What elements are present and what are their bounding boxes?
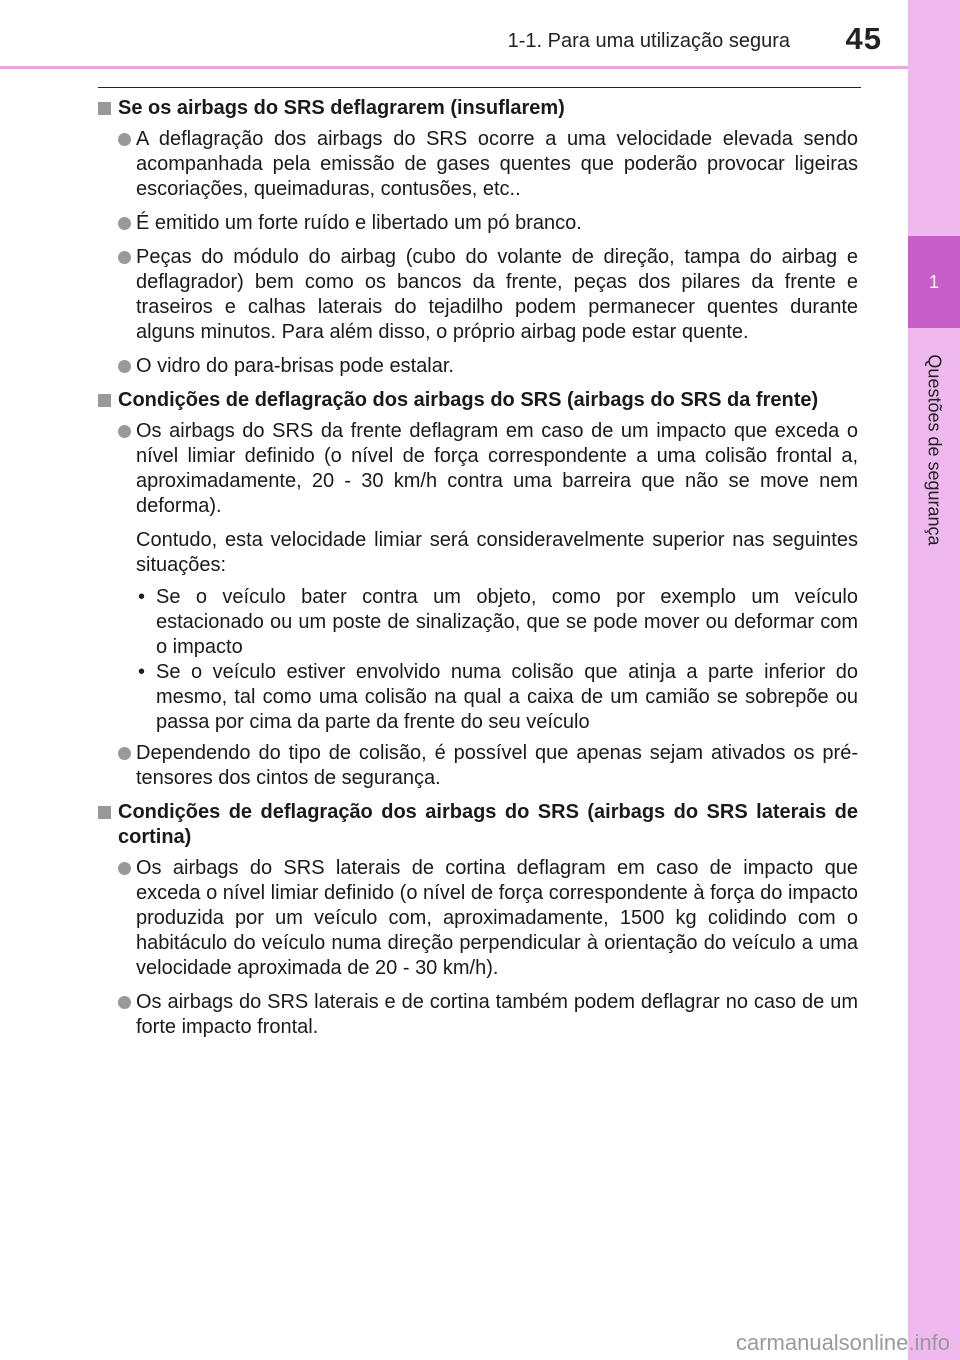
dot-bullet-icon: • <box>138 661 146 683</box>
sub-bullet: • Se o veículo estiver envolvido numa colisão que atinja a parte inferior do mesmo, tal como uma colisão na qual a caixa de um camião se sobrepõe ou passa por cima da parte da frente do seu veículo <box>138 661 858 733</box>
list-item: É emitido um forte ruído e libertado um pó branco. <box>98 211 858 236</box>
site-watermark: carmanualsonline.info <box>735 1330 950 1355</box>
circle-bullet-icon <box>118 862 131 875</box>
page-number: 45 <box>845 21 882 56</box>
circle-bullet-icon <box>118 425 131 438</box>
list-item: Os airbags do SRS laterais de cortina deflagram em caso de impacto que exceda o nível limiar definido (o nível de força correspondente à força do impacto produzida por um veículo com, aproximadamente, 1500 kg colidindo com o habitáculo do veículo numa direção perpendicular à orientação do veículo a uma velocidade aproximada de 20 - 30 km/h). <box>98 856 858 981</box>
circle-bullet-icon <box>118 217 131 230</box>
chapter-number-tab: 1 <box>908 236 960 328</box>
side-tab-top <box>908 0 960 236</box>
dot-bullet-icon: • <box>138 586 146 608</box>
header-rule <box>98 87 861 88</box>
circle-bullet-icon <box>118 747 131 760</box>
square-bullet-icon <box>98 394 111 407</box>
section-heading: Condições de deflagração dos airbags do SRS (airbags do SRS laterais de cortina) <box>98 800 858 850</box>
circle-bullet-icon <box>118 133 131 146</box>
list-item: A deflagração dos airbags do SRS ocorre a uma velocidade elevada sendo acompanhada pela emissão de gases quentes que poderão provocar ligeiras escoriações, queimaduras, contusões, etc.. <box>98 127 858 202</box>
list-item: Peças do módulo do airbag (cubo do volante de direção, tampa do airbag e deflagrador) bem como os bancos da frente, peças dos pilares da frente e traseiros e calhas laterais do tejadilho podem permanecer quentes durante alguns minutos. Para além disso, o próprio airbag pode estar quente. <box>98 245 858 345</box>
section-heading: Se os airbags do SRS deflagrarem (insuflarem) <box>98 96 858 121</box>
chapter-label: Questões de segurança <box>924 354 945 546</box>
page-header <box>0 0 908 69</box>
sub-bullet: • Se o veículo bater contra um objeto, como por exemplo um veículo estacionado ou um poste de sinalização, que se pode mover ou deformar com o impacto <box>138 586 858 658</box>
section-title: 1-1. Para uma utilização segura <box>507 30 790 52</box>
square-bullet-icon <box>98 102 111 115</box>
list-item: Dependendo do tipo de colisão, é possível que apenas sejam ativados os pré-tensores dos cintos de segurança. <box>98 741 858 791</box>
square-bullet-icon <box>98 806 111 819</box>
list-item: O vidro do para-brisas pode estalar. <box>98 354 858 379</box>
circle-bullet-icon <box>118 360 131 373</box>
circle-bullet-icon <box>118 251 131 264</box>
list-item: Os airbags do SRS laterais e de cortina também podem deflagrar no caso de um forte impacto frontal. <box>98 990 858 1040</box>
circle-bullet-icon <box>118 996 131 1009</box>
paragraph: Contudo, esta velocidade limiar será consideravelmente superior nas seguintes situações: <box>136 529 858 576</box>
list-item: Os airbags do SRS da frente deflagram em caso de um impacto que exceda o nível limiar definido (o nível de força correspondente a uma colisão frontal a, aproximadamente, 20 - 30 km/h contra uma barreira que não se move nem deforma). <box>98 419 858 519</box>
main-content <box>98 96 858 1049</box>
section-heading: Condições de deflagração dos airbags do SRS (airbags do SRS da frente) <box>98 388 858 413</box>
